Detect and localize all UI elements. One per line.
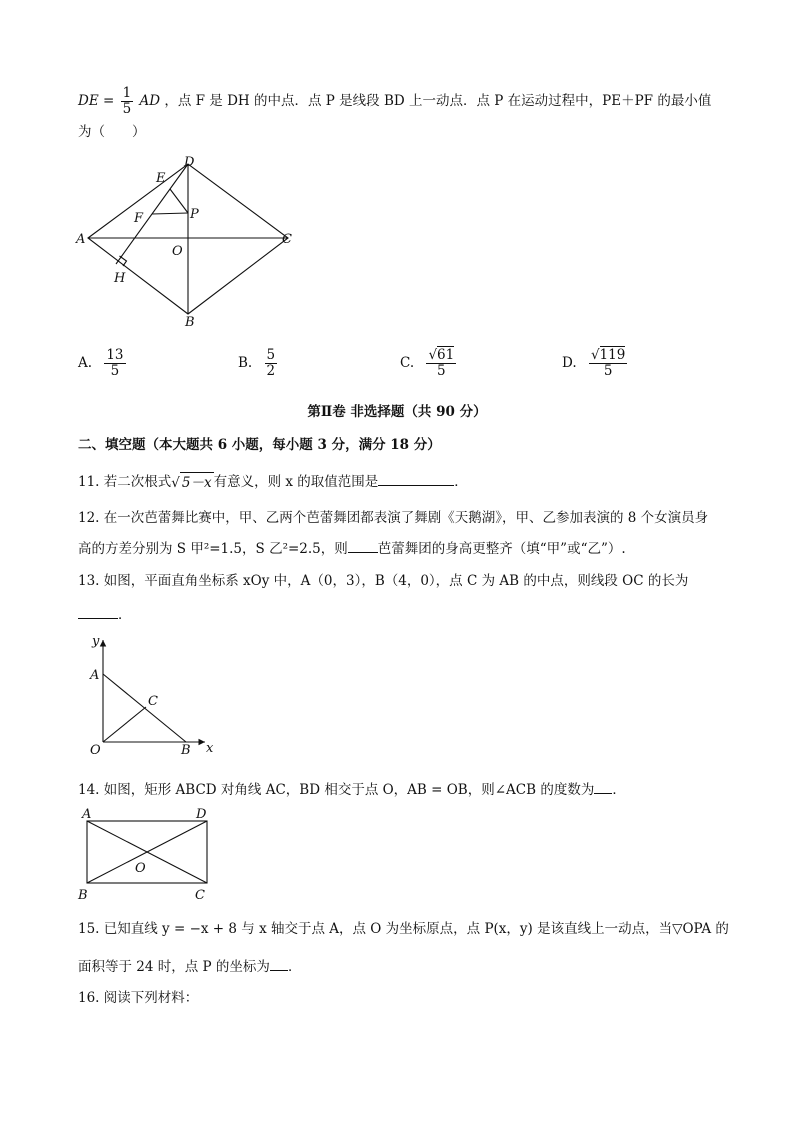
q13-label-x: x — [206, 741, 214, 756]
option-b-letter: B. — [238, 355, 253, 371]
q14-label-b: B — [78, 888, 88, 903]
q14-answer-blank[interactable] — [594, 779, 612, 794]
q15-line2-text: 面积等于 24 时，点 P 的坐标为 — [78, 959, 270, 975]
option-c-letter: C. — [400, 355, 415, 371]
q11-answer-blank[interactable] — [378, 471, 454, 486]
label-b: B — [185, 315, 195, 330]
q14-label-d: D — [196, 807, 207, 822]
q11-radicand: 5－x — [180, 472, 214, 493]
option-d-den: 5 — [603, 363, 613, 379]
q10-option-d — [562, 348, 629, 379]
option-c-den: 5 — [437, 363, 446, 379]
label-e: E — [156, 171, 166, 186]
q13-line1: 13. 如图，平面直角坐标系 xOy 中，A（0，3），B（4，0），点 C 为 AB 的中点，则线段 OC 的长为 — [78, 573, 689, 589]
q10-option-a — [78, 348, 128, 379]
option-c-radicand: 61 — [437, 347, 455, 363]
section-title: 第Ⅱ卷 非选择题（共 90 分） — [307, 404, 487, 420]
label-d: D — [184, 155, 195, 170]
q13-coordinate-figure — [80, 630, 230, 760]
q11-prefix: 11. 若二次根式 — [78, 474, 172, 490]
q10-text2: 为（ ） — [78, 124, 146, 140]
q14-label-a: A — [82, 807, 92, 822]
option-d-letter: D. — [562, 355, 577, 371]
q11-radical: √ 5－x — [171, 472, 213, 493]
q10-eq: = — [102, 93, 115, 109]
label-h: H — [114, 271, 126, 286]
q10-rhombus-figure — [70, 152, 310, 332]
q13-label-c: C — [148, 694, 158, 709]
q12-line2b: 芭蕾舞团的身高更整齐（填“甲”或“乙”）. — [377, 541, 626, 557]
q10-rhs: AD — [139, 93, 161, 109]
label-o: O — [172, 244, 183, 259]
q13-line2 — [78, 604, 132, 625]
q16: 16. 阅读下列材料： — [78, 990, 199, 1006]
q15-line1: 15. 已知直线 y = −x + 8 与 x 轴交于点 A，点 O 为坐标原点，点 P(x，y) 是该直线上一动点，当▽OPA 的 — [78, 921, 729, 937]
q12-line2 — [78, 538, 626, 559]
option-a-fraction — [104, 348, 125, 379]
option-b-num: 5 — [266, 347, 276, 363]
q10-frac-num: 1 — [122, 85, 132, 101]
part2-heading: 二、填空题（本大题共 6 小题，每小题 3 分，满分 18 分） — [78, 437, 441, 453]
option-a-den: 5 — [110, 363, 120, 379]
label-a: A — [76, 232, 86, 247]
q15-end: ． — [287, 959, 302, 975]
q14 — [78, 779, 626, 800]
option-c-num-radical: √61 — [428, 347, 455, 363]
option-b-den: 2 — [266, 363, 276, 379]
q13-answer-blank[interactable] — [78, 604, 118, 619]
segment-pf — [152, 213, 188, 214]
q11-suffix: 有意义，则 x 的取值范围是 — [213, 474, 379, 490]
q10-text1: ，点 F 是 DH 的中点．点 P 是线段 BD 上一动点．点 P 在运动过程中，PE＋PF 的最小值 — [164, 93, 712, 109]
option-a-letter: A. — [78, 355, 93, 371]
segment-pe — [170, 189, 188, 213]
q12-answer-blank[interactable] — [348, 538, 378, 553]
q13-label-o: O — [90, 743, 101, 758]
q14-label-o: O — [135, 861, 146, 876]
q12-line2a: 高的方差分别为 S 甲²=1.5，S 乙²=2.5，则 — [78, 541, 348, 557]
q13-label-a: A — [90, 668, 100, 683]
option-d-num-radical: √119 — [590, 347, 626, 363]
q10-first-line — [78, 86, 711, 117]
q11-end: ． — [454, 474, 468, 490]
label-c: C — [282, 232, 292, 247]
option-c-fraction — [426, 348, 456, 379]
q13-end: ． — [118, 607, 132, 623]
q13-label-b: B — [181, 743, 191, 758]
option-d-fraction — [589, 348, 627, 379]
q11 — [78, 471, 468, 493]
q13-label-y: y — [92, 634, 100, 649]
option-b-fraction — [265, 348, 278, 379]
q12-line1: 12. 在一次芭蕾舞比赛中，甲、乙两个芭蕾舞团都表演了舞剧《天鹅湖》，甲、乙参加表演的 8 个女演员身 — [78, 510, 709, 526]
q14-text: 14. 如图，矩形 ABCD 对角线 AC，BD 相交于点 O，AB = OB，则∠ACB 的度数为 — [78, 782, 595, 798]
q15-line2 — [78, 956, 301, 977]
q10-fraction — [121, 86, 134, 117]
q10-lhs: DE — [78, 93, 99, 109]
q10-option-b — [238, 348, 279, 379]
q15-answer-blank[interactable] — [270, 956, 288, 971]
q14-end: ． — [612, 782, 626, 798]
label-p: P — [190, 207, 199, 222]
q10-option-c — [400, 348, 458, 379]
q14-label-c: C — [195, 888, 205, 903]
q14-rectangle-figure — [76, 804, 216, 904]
q10-frac-den: 5 — [122, 101, 132, 117]
label-f: F — [134, 211, 144, 226]
segment-oc — [103, 707, 146, 742]
option-a-num: 13 — [106, 347, 124, 363]
option-d-radicand: 119 — [599, 347, 626, 363]
